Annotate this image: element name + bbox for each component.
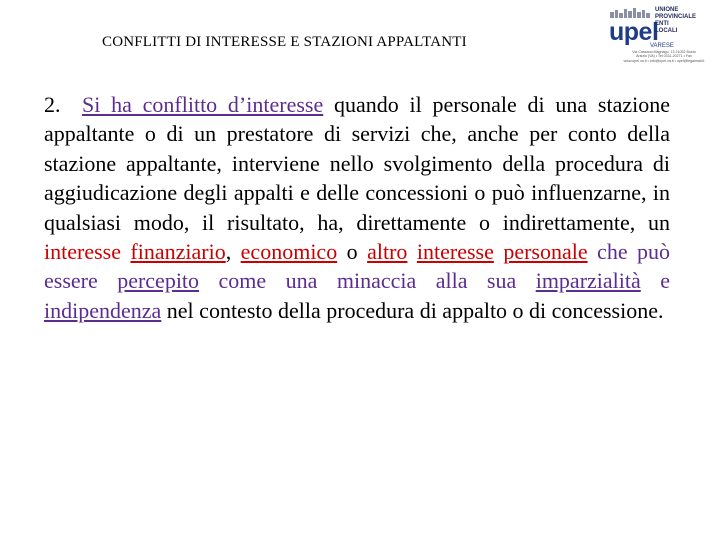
- main-paragraph: [44, 90, 670, 325]
- logo-line: LOCALI: [655, 28, 678, 34]
- word-o: o: [337, 239, 368, 265]
- word-economico: economico: [240, 239, 338, 265]
- term-conflitto-interesse: Si ha conflitto d’interesse: [82, 92, 324, 117]
- paragraph-text: quando il personale di una stazione appaltante o di un prestatore di servizi che, anche per conto della stazione appaltante, interviene nello svolgimento della procedura di aggiudicazione degli appalti e delle concessioni o può influenzarne, in qualsiasi modo, il risultato, ha, direttamente o indirettamente, un: [44, 92, 671, 235]
- word-interesse: interesse: [44, 239, 121, 265]
- logo-address: [612, 50, 716, 63]
- slide-title: CONFLITTI DI INTERESSE E STAZIONI APPALTANTI: [102, 34, 467, 50]
- logo-address-line: Arsizio (VA) • Tel 0331.20271 • Fax: [636, 54, 692, 59]
- word-indipendenza: indipendenza: [44, 297, 162, 323]
- word-percepito: percepito: [117, 268, 200, 294]
- paragraph-text-4: e: [640, 268, 670, 294]
- paragraph-number: 2.: [44, 92, 61, 117]
- word-imparzialita: imparzialità: [535, 268, 641, 294]
- paragraph-text-5: nel contesto della procedura di appalto o di concessione.: [161, 297, 664, 323]
- word-personale: personale: [503, 239, 588, 265]
- logo-wordmark: upel: [609, 18, 659, 46]
- logo-line: ENTI: [655, 21, 669, 27]
- paragraph-text-2: che può essere: [44, 239, 671, 294]
- paragraph-text-3: come una minaccia alla sua: [199, 268, 536, 294]
- logo-address-line: Via Cassano Magnago, 13 21052 Busto: [632, 50, 696, 54]
- comma: ,: [225, 239, 232, 265]
- city-skyline-icon: [610, 8, 654, 18]
- logo-line: UNIONE: [655, 7, 679, 13]
- word-finanziario: finanziario: [130, 239, 226, 265]
- logo-lines: [655, 7, 696, 35]
- logo-city: VARESE: [650, 43, 674, 49]
- word-interesse-2: interesse: [416, 239, 494, 265]
- logo-address-line: www.upel.va.it • info@upel.va.it • upel@legalmail.it: [623, 58, 705, 63]
- logo-line: PROVINCIALE: [655, 14, 697, 20]
- upel-logo: [606, 4, 716, 64]
- word-altro: altro: [367, 239, 408, 265]
